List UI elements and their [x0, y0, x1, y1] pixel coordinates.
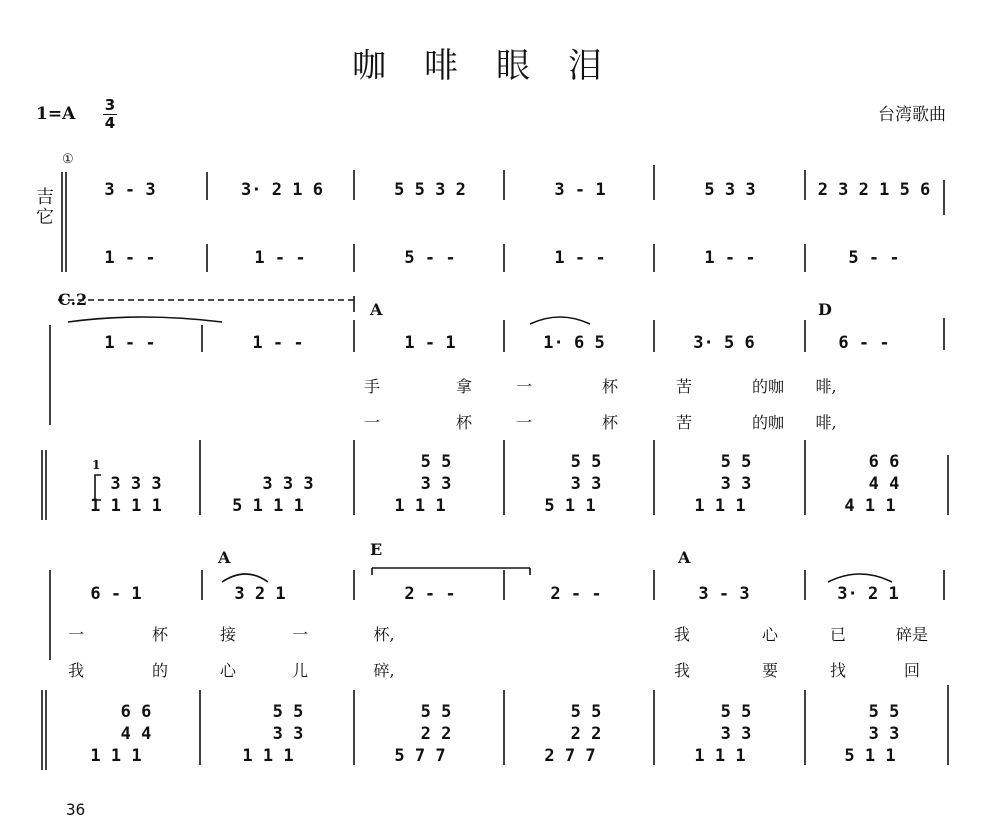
s3-acc-mid-5: 3 3: [720, 724, 752, 744]
s1-lower-bar-4: 1 - -: [554, 248, 606, 268]
s2-melody-bar-4: 1· 6 5: [543, 333, 605, 353]
s1-lower-bar-3: 5 - -: [404, 248, 456, 268]
s2-lyric1-6: 的咖: [751, 377, 785, 396]
chord-a-3: A: [678, 548, 691, 567]
s3-lyric2-5: 碎,: [373, 661, 395, 680]
s3-melody-bar-2: 3 2 1: [234, 584, 286, 604]
s2-lyric1-2: 拿: [455, 377, 473, 396]
s1-lower-bar-1: 1 - -: [104, 248, 156, 268]
s2-acc-top-4: 6 6: [868, 452, 900, 472]
s3-acc-top-4: 5 5: [570, 702, 602, 722]
s2-acc-bass-4: 5 1 1: [544, 496, 596, 516]
s3-acc-bass-6: 5 1 1: [844, 746, 896, 766]
s2-acc-mid-4: 3 3: [570, 474, 602, 494]
s3-acc-mid-2: 3 3: [272, 724, 304, 744]
s2-acc-mid-1: 3 3 3: [110, 474, 162, 494]
s2-lyric1-4: 杯: [601, 377, 619, 396]
song-title: 咖啡眼泪: [352, 46, 640, 86]
chord-e-1: E: [370, 540, 383, 559]
s2-lyric1-7: 啡,: [815, 377, 837, 396]
s3-acc-top-6: 5 5: [868, 702, 900, 722]
s3-acc-bass-1: 1 1 1: [90, 746, 142, 766]
s3-acc-mid-1: 4 4: [120, 724, 152, 744]
s1-upper-bar-6: 2 3 2 1 5 6: [817, 180, 931, 200]
s1-upper-bar-3: 5 5 3 2: [394, 180, 466, 200]
s2-acc-bass-2: 5 1 1 1: [232, 496, 304, 516]
s1-lower-bar-6: 5 - -: [848, 248, 900, 268]
s3-acc-mid-4: 2 2: [570, 724, 602, 744]
s1-upper-bar-2: 3· 2 1 6: [241, 180, 323, 200]
page-number: 36: [66, 800, 86, 819]
s2-acc-bass-5: 1 1 1: [694, 496, 746, 516]
s2-lyric2-1: 一: [363, 413, 381, 432]
s2-lyric1-1: 手: [363, 377, 381, 396]
s3-lyric2-6: 我: [673, 661, 691, 680]
s3-lyric1-4: 一: [291, 625, 309, 644]
s2-acc-mid-6: 4 4: [868, 474, 900, 494]
s3-lyric1-2: 杯: [151, 625, 169, 644]
s3-melody-bar-3: 2 - -: [404, 584, 456, 604]
s3-acc-top-2: 5 5: [272, 702, 304, 722]
s1-upper-bar-1: 3 - 3: [104, 180, 156, 200]
s3-acc-bass-2: 1 1 1: [242, 746, 294, 766]
s2-melody-bar-6: 6 - -: [838, 333, 890, 353]
s2-lyric1-5: 苦: [675, 377, 693, 396]
s1-lower-bar-5: 1 - -: [704, 248, 756, 268]
s2-melody-bar-1: 1 - -: [104, 333, 156, 353]
s2-melody-bar-5: 3· 5 6: [693, 333, 755, 353]
time-signature-bottom: 4: [104, 114, 116, 132]
circled-marker: ①: [62, 152, 74, 167]
volta-number: 1: [92, 458, 101, 472]
chord-a-1: A: [370, 300, 383, 319]
s1-lower-bar-2: 1 - -: [254, 248, 306, 268]
time-signature-top: 3: [104, 96, 116, 114]
s2-acc-mid-2: 3 3 3: [262, 474, 314, 494]
s3-melody-bar-6: 3· 2 1: [837, 584, 899, 604]
s1-upper-bar-5: 5 3 3: [704, 180, 756, 200]
s2-lyric2-4: 杯: [601, 413, 619, 432]
s2-acc-top-3: 5 5: [720, 452, 752, 472]
s3-lyric2-3: 心: [219, 661, 237, 680]
s3-lyric2-9: 回: [903, 661, 921, 680]
s2-melody-bar-3: 1 - 1: [404, 333, 456, 353]
s2-lyric2-7: 啡,: [815, 413, 837, 432]
s2-acc-top-2: 5 5: [570, 452, 602, 472]
chord-d-1: D: [818, 300, 832, 319]
s3-lyric1-3: 接: [219, 625, 237, 644]
capo-marker: C.2: [58, 290, 88, 309]
s3-lyric1-7: 心: [761, 625, 779, 644]
s3-lyric1-1: 一: [67, 625, 85, 644]
s3-acc-mid-3: 2 2: [420, 724, 452, 744]
s1-upper-bar-4: 3 - 1: [554, 180, 606, 200]
s2-lyric1-3: 一: [515, 377, 533, 396]
s3-acc-top-5: 5 5: [720, 702, 752, 722]
s2-acc-bass-6: 4 1 1: [844, 496, 896, 516]
s2-acc-bass-1: 1 1 1 1: [90, 496, 162, 516]
s3-lyric2-8: 找: [829, 661, 847, 680]
s3-acc-bass-4: 2 7 7: [544, 746, 596, 766]
s3-lyric1-5: 杯,: [373, 625, 395, 644]
s3-acc-bass-5: 1 1 1: [694, 746, 746, 766]
s3-lyric1-9: 碎是: [895, 625, 929, 644]
s2-lyric2-6: 的咖: [751, 413, 785, 432]
s2-acc-bass-3: 1 1 1: [394, 496, 446, 516]
s3-melody-bar-4: 2 - -: [550, 584, 602, 604]
key-signature: 1=A: [36, 104, 76, 124]
s3-lyric1-6: 我: [673, 625, 691, 644]
s3-acc-top-3: 5 5: [420, 702, 452, 722]
s3-lyric1-8: 已: [829, 625, 847, 644]
s3-lyric2-2: 的: [151, 661, 169, 680]
s2-acc-mid-5: 3 3: [720, 474, 752, 494]
s3-acc-mid-6: 3 3: [868, 724, 900, 744]
s3-melody-bar-5: 3 - 3: [698, 584, 750, 604]
s2-lyric2-5: 苦: [675, 413, 693, 432]
s2-acc-top-1: 5 5: [420, 452, 452, 472]
instrument-label: 吉它: [36, 187, 54, 228]
s3-acc-bass-3: 5 7 7: [394, 746, 446, 766]
song-origin: 台湾歌曲: [878, 105, 946, 125]
chord-a-2: A: [218, 548, 231, 567]
s2-lyric2-2: 杯: [455, 413, 473, 432]
s3-lyric2-4: 儿: [291, 661, 309, 680]
s2-acc-mid-3: 3 3: [420, 474, 452, 494]
s3-lyric2-1: 我: [67, 661, 85, 680]
s2-melody-bar-2: 1 - -: [252, 333, 304, 353]
s3-lyric2-7: 要: [761, 661, 779, 680]
s2-lyric2-3: 一: [515, 413, 533, 432]
s3-melody-bar-1: 6 - 1: [90, 584, 142, 604]
s3-acc-top-1: 6 6: [120, 702, 152, 722]
